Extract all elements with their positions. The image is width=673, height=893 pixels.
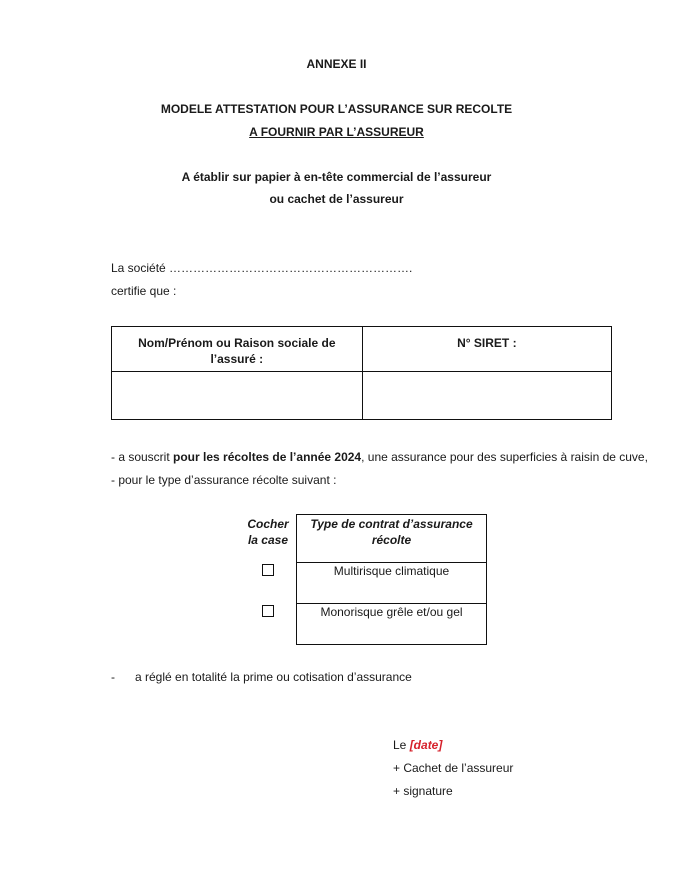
document-subtitle: A FOURNIR PAR L’ASSUREUR — [249, 125, 424, 139]
payment-statement: a réglé en totalité la prime ou cotisation d’assurance — [135, 670, 412, 684]
contract-option-multirisque: Multirisque climatique — [297, 563, 487, 604]
statement-suffix: , une assurance pour des superficies à raisin de cuve, — [361, 450, 648, 464]
statement-year: pour les récoltes de l’année 2024 — [173, 450, 362, 464]
checkbox-cell — [240, 604, 297, 645]
annex-title: ANNEXE II — [306, 57, 367, 71]
certify-text: certifie que : — [111, 284, 177, 298]
insured-name-header: Nom/Prénom ou Raison sociale de l’assuré : — [112, 327, 363, 372]
instruction-line-1: A établir sur papier à en-tête commercial de l’assureur — [181, 170, 492, 184]
date-placeholder: [date] — [409, 738, 443, 752]
date-prefix: Le — [393, 738, 410, 752]
insured-name-cell[interactable] — [112, 372, 363, 420]
contract-type-header: Type de contrat d’assurance récolte — [297, 515, 487, 563]
contract-type-table — [240, 514, 487, 645]
insured-table — [111, 326, 612, 420]
siret-cell[interactable] — [362, 372, 611, 420]
check-column-header: Cocher la case — [247, 516, 289, 547]
subscription-statement — [111, 450, 648, 464]
payment-dash: - — [111, 670, 115, 684]
date-line — [393, 738, 442, 752]
statement-prefix: - a souscrit — [111, 450, 174, 464]
document-title: MODELE ATTESTATION POUR L’ASSURANCE SUR RECOLTE — [160, 102, 513, 116]
company-line: La société ……………………………………………………. — [111, 261, 413, 275]
signature-line: + signature — [393, 784, 453, 798]
insurance-type-statement: - pour le type d’assurance récolte suivant : — [111, 473, 337, 487]
checkbox-monorisque[interactable] — [262, 605, 274, 617]
siret-header: N° SIRET : — [362, 327, 611, 372]
contract-type-table-wrapper — [240, 514, 487, 645]
checkbox-multirisque[interactable] — [262, 564, 274, 576]
checkbox-cell — [240, 563, 297, 604]
instruction-line-2: ou cachet de l’assureur — [269, 192, 404, 206]
insurer-stamp-line: + Cachet de l’assureur — [393, 761, 514, 775]
contract-option-monorisque: Monorisque grêle et/ou gel — [297, 604, 487, 645]
